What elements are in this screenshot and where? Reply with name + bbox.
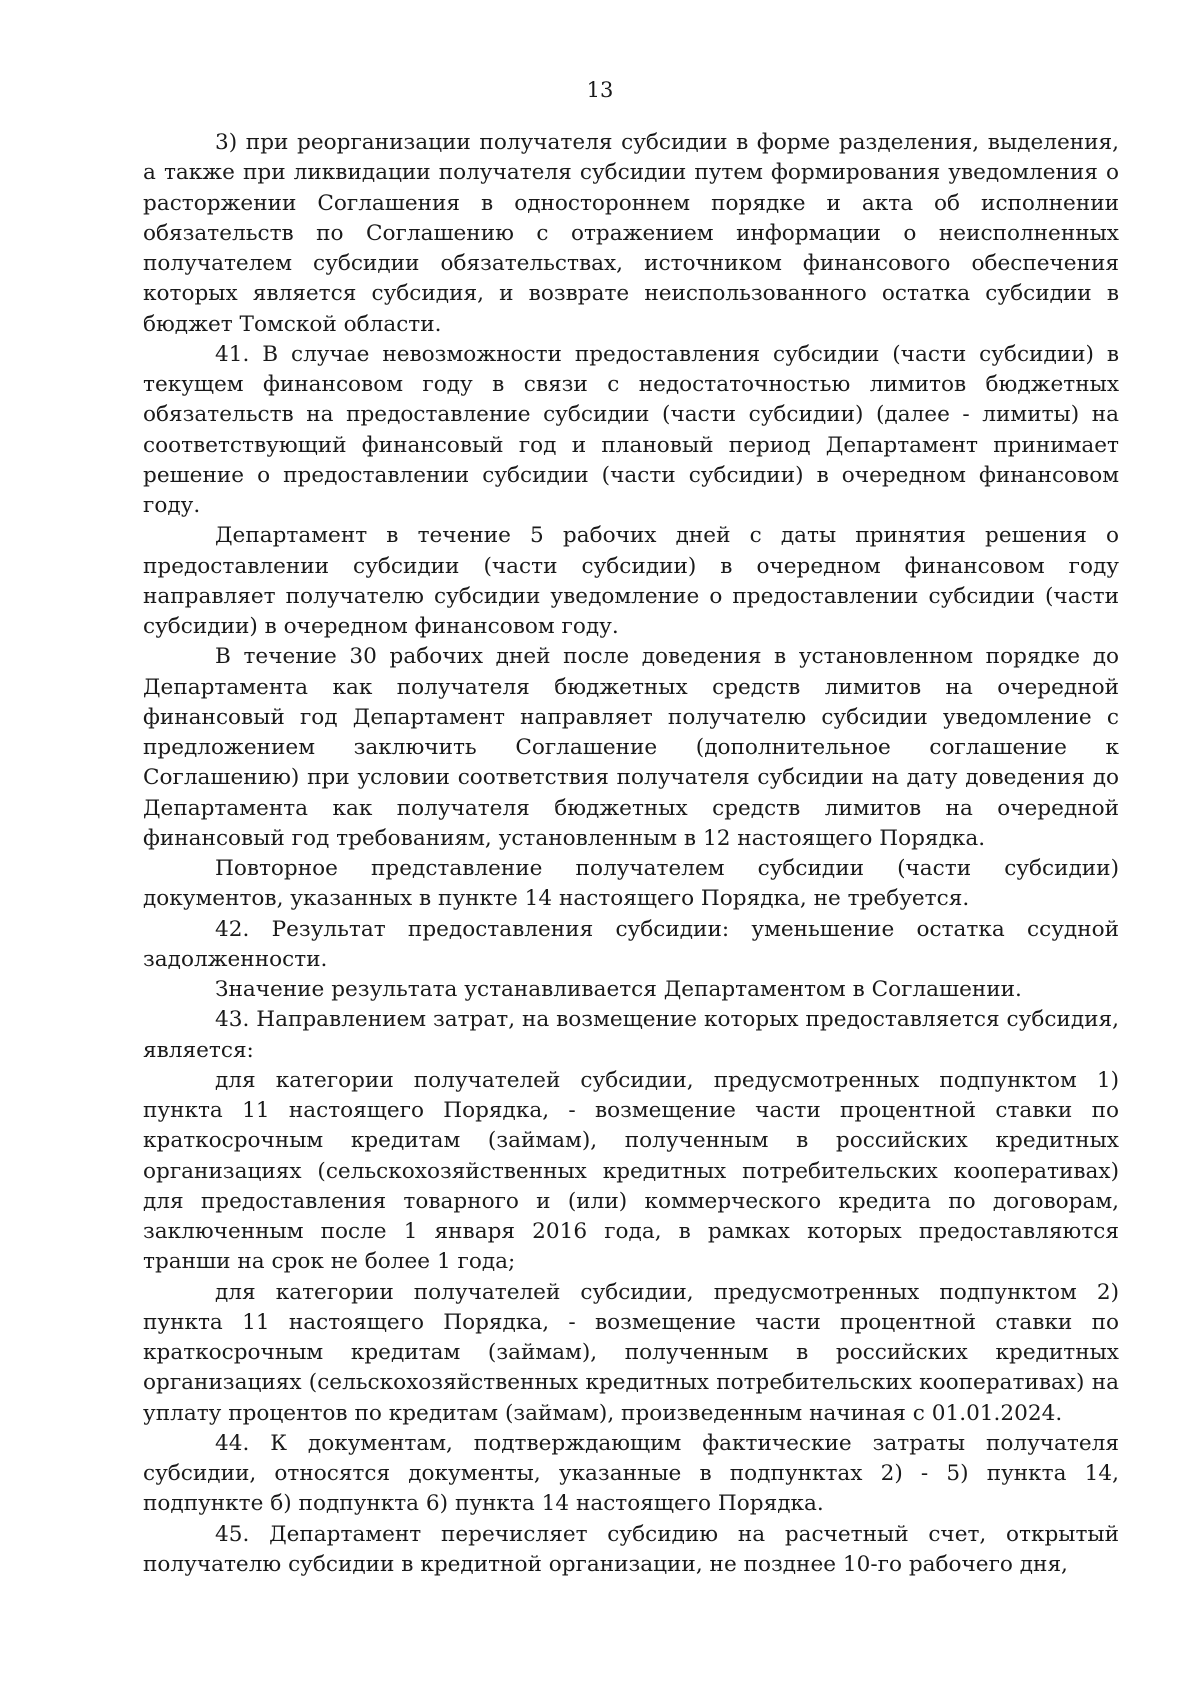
- paragraph-3-reorganization: 3) при реорганизации получателя субсидии в форме разделения, выделения, а также при ликвидации получателя субсидии путем формирования уведомления о расторжении Соглашения в одностороннем порядке и акта об исполнении обязательств по Соглашению с отражением информации о неисполненных получателем субсидии обязательствах, источником финансового обеспечения которых является субсидия, и возврате неиспользованного остатка субсидии в бюджет Томской области.: [143, 130, 1119, 337]
- document-body: [143, 128, 1119, 1580]
- paragraph-43-category-2: для категории получателей субсидии, предусмотренных подпунктом 2) пункта 11 настоящего Порядка, - возмещение части процентной ставки по краткосрочным кредитам (займам), полученным в российских кредитных организациях (сельскохозяйственных кредитных потребительских кооперативах) на уплату процентов по кредитам (займам), произведенным начиная с 01.01.2024.: [143, 1279, 1119, 1426]
- paragraph-42-value: Значение результата устанавливается Департаментом в Соглашении.: [215, 977, 1022, 1002]
- paragraph-45: 45. Департамент перечисляет субсидию на расчетный счет, открытый получателю субсидии в кредитной организации, не позднее 10-го рабочего дня,: [143, 1521, 1119, 1577]
- paragraph-44: 44. К документам, подтверждающим фактические затраты получателя субсидии, относятся документы, указанные в подпунктах 2) - 5) пункта 14, подпункте б) подпункта 6) пункта 14 настоящего Порядка.: [143, 1430, 1119, 1517]
- paragraph-43-category-1: для категории получателей субсидии, предусмотренных подпунктом 1) пункта 11 настоящего Порядка, - возмещение части процентной ставки по краткосрочным кредитам (займам), полученным в российских кредитных организациях (сельскохозяйственных кредитных потребительских кооперативах) для предоставления товарного и (или) коммерческого кредита по договорам, заключенным после 1 января 2016 года, в рамках которых предоставляются транши на срок не более 1 года;: [143, 1067, 1119, 1275]
- paragraph-43: 43. Направлением затрат, на возмещение которых предоставляется субсидия, является:: [143, 1007, 1119, 1063]
- paragraph-41-agreement: В течение 30 рабочих дней после доведения в установленном порядке до Департамента как получателя бюджетных средств лимитов на очередной финансовый год Департамент направляет получателю субсидии уведомление с предложением заключить Соглашение (дополнительное соглашение к Соглашению) при условии соответствия получателя субсидии на дату доведения до Департамента как получателя бюджетных средств лимитов на очередной финансовый год требованиям, установленным в 12 настоящего Порядка.: [143, 644, 1119, 851]
- page-number: 13: [586, 78, 614, 102]
- paragraph-42: 42. Результат предоставления субсидии: уменьшение остатка ссудной задолженности.: [143, 916, 1119, 972]
- paragraph-41-notification: Департамент в течение 5 рабочих дней с даты принятия решения о предоставлении субсидии (части субсидии) в очередном финансовом году направляет получателю субсидии уведомление о предоставлении субсидии (части субсидии) в очередном финансовом году.: [143, 523, 1119, 639]
- paragraph-41-documents: Повторное представление получателем субсидии (части субсидии) документов, указанных в пункте 14 настоящего Порядка, не требуется.: [143, 856, 1119, 912]
- paragraph-41: 41. В случае невозможности предоставления субсидии (части субсидии) в текущем финансовом году в связи с недостаточностью лимитов бюджетных обязательств на предоставление субсидии (части субсидии) (далее - лимиты) на соответствующий финансовый год и плановый период Департамент принимает решение о предоставлении субсидии (части субсидии) в очередном финансовом году.: [143, 341, 1119, 518]
